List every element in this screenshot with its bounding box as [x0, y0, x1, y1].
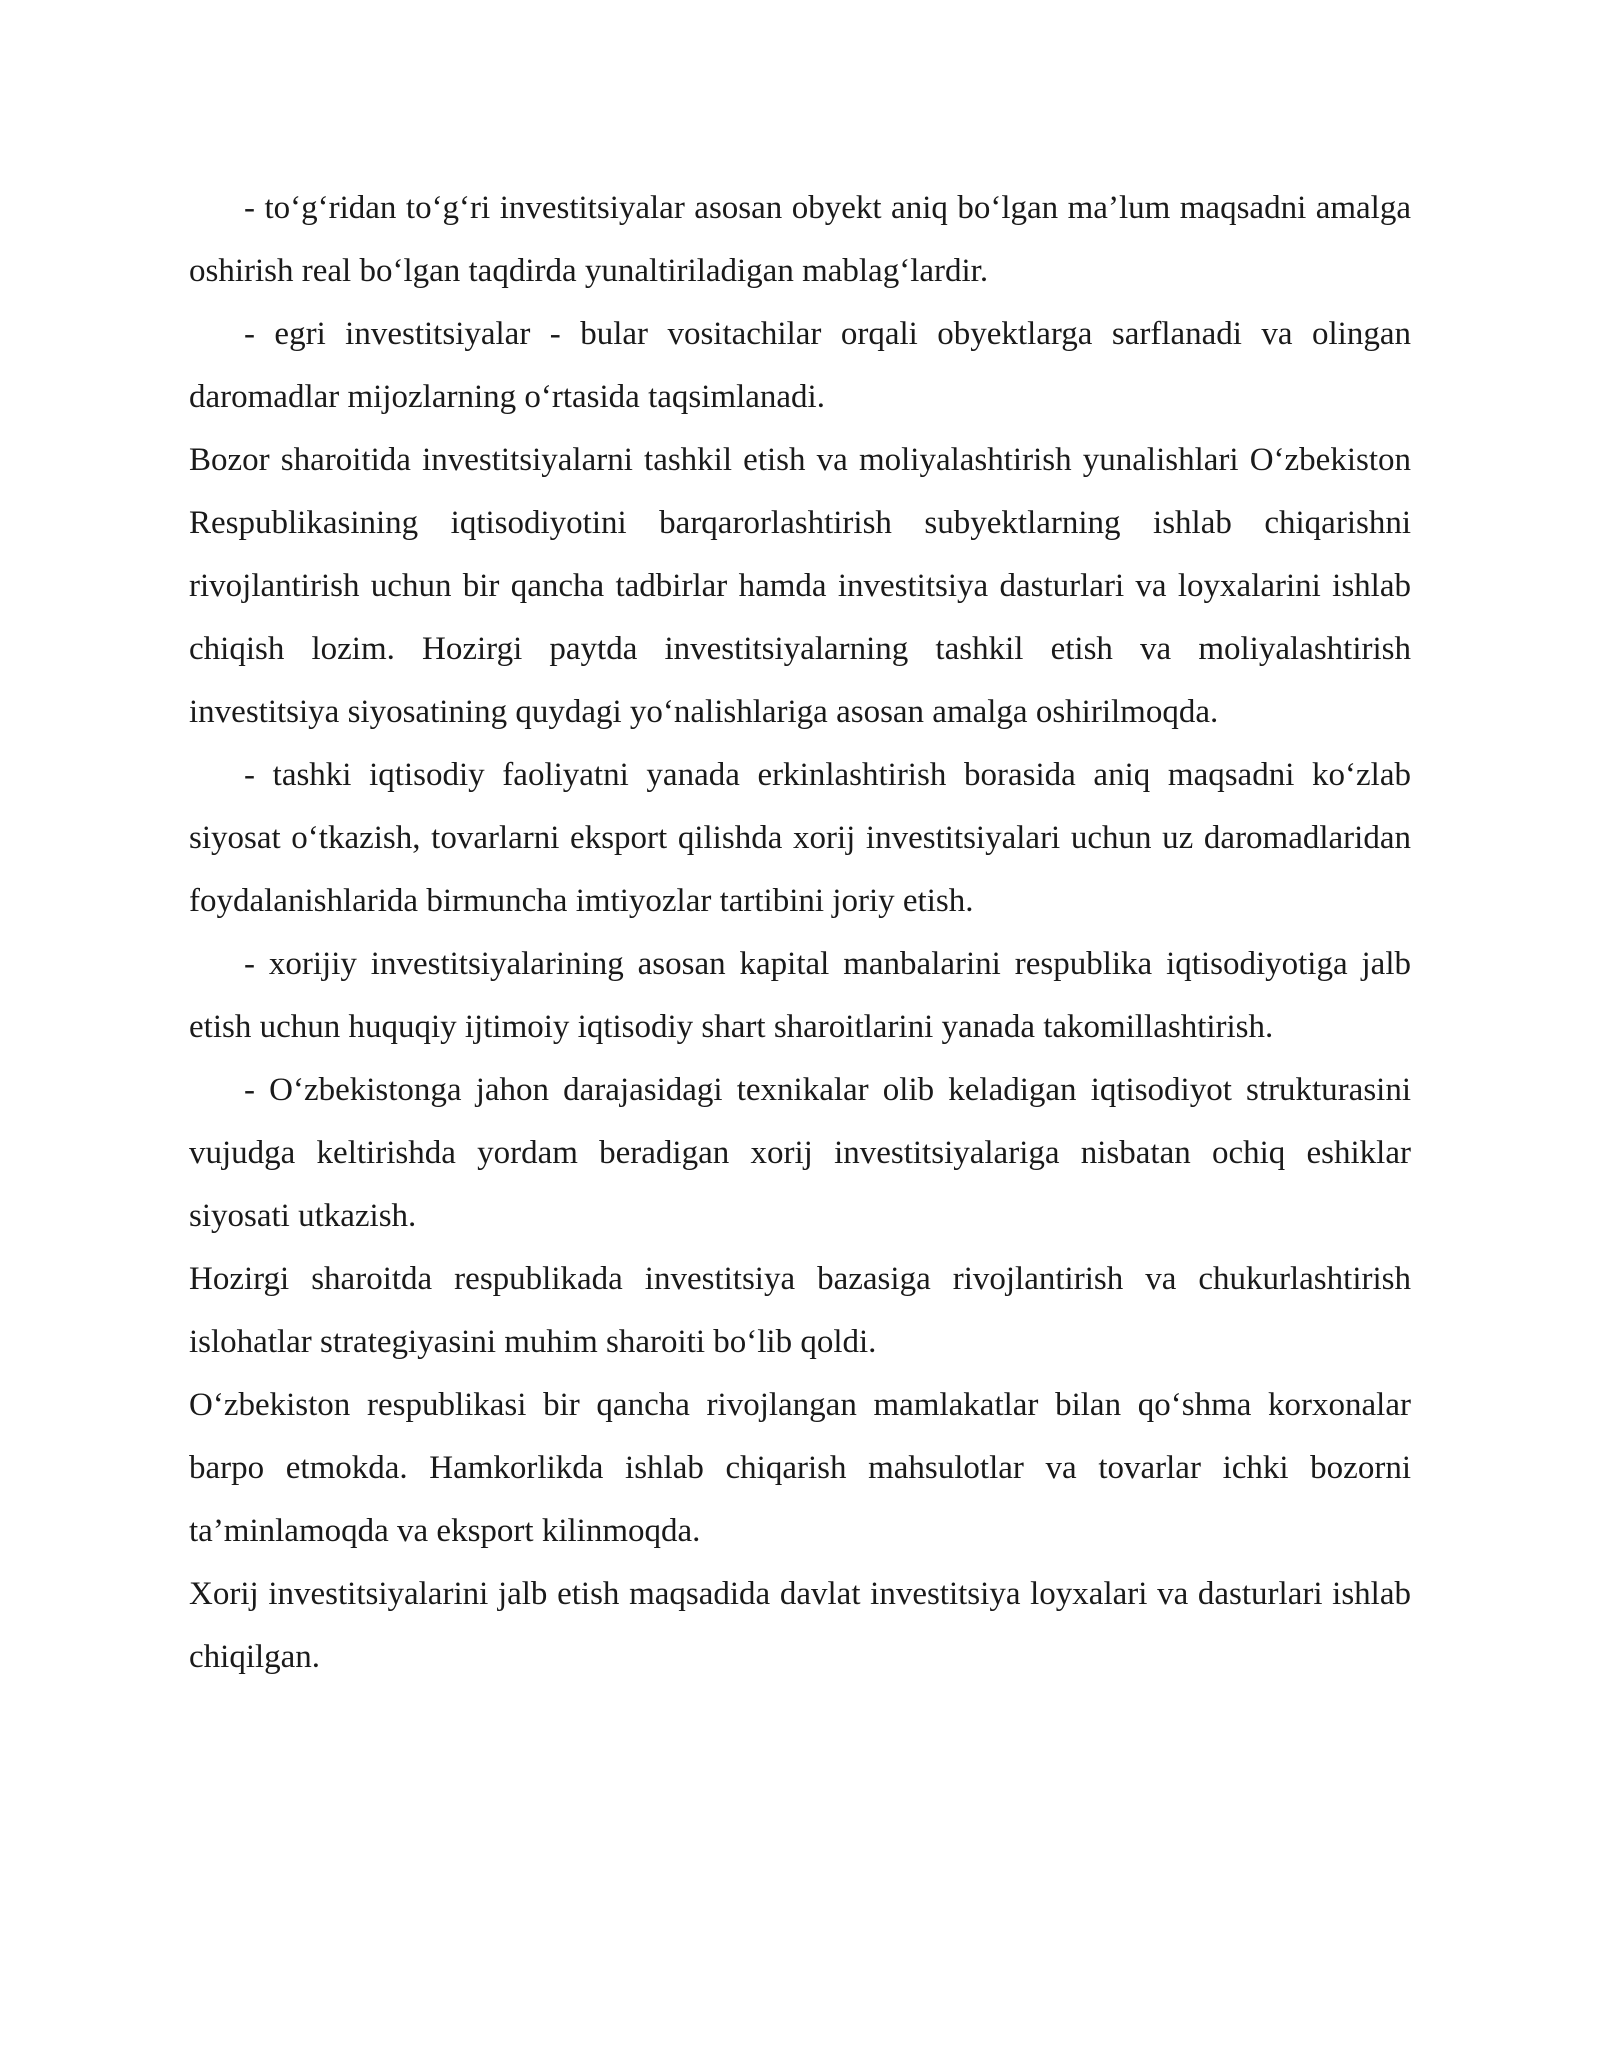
paragraph-foreign-capital: - xorijiy investitsiyalarining asosan kapital manbalarini respublika iqtisodiyotiga jalb etish uchun huquqiy ijtimoiy iqtisodiy shart sharoitlarini yanada takomillashtirish.: [189, 946, 1411, 1045]
paragraph-direct-investments: - to‘g‘ridan to‘g‘ri investitsiyalar asosan obyekt aniq bo‘lgan ma’lum maqsadni amalga oshirish real bo‘lgan taqdirda yunaltiriladigan mablag‘lardir.: [189, 190, 1411, 289]
paragraph-indirect-investments: - egri investitsiyalar - bular vositachilar orqali obyektlarga sarflanadi va olingan daromadlar mijozlarning o‘rtasida taqsimlanadi.: [189, 316, 1411, 415]
paragraph-foreign-trade: - tashki iqtisodiy faoliyatni yanada erkinlashtirish borasida aniq maqsadni ko‘zlab siyosat o‘tkazish, tovarlarni eksport qilishda xorij investitsiyalari uchun uz daromadlaridan foydalanishlarida birmuncha imtiyozlar tartibini joriy etish.: [189, 757, 1411, 919]
paragraph-reform-strategy: Hozirgi sharoitda respublikada investitsiya bazasiga rivojlantirish va chukurlashtirish islohatlar strategiyasini muhim sharoiti bo‘lib qoldi.: [189, 1261, 1411, 1360]
document-page: [189, 177, 1411, 1689]
paragraph-open-doors-policy: - O‘zbekistonga jahon darajasidagi texnikalar olib keladigan iqtisodiyot strukturasini vujudga keltirishda yordam beradigan xorij investitsiyalariga nisbatan ochiq eshiklar siyosati utkazish.: [189, 1072, 1411, 1234]
paragraph-joint-ventures: O‘zbekiston respublikasi bir qancha rivojlangan mamlakatlar bilan qo‘shma korxonalar barpo etmokda. Hamkorlikda ishlab chiqarish mahsulotlar va tovarlar ichki bozorni ta’minlamoqda va eksport kilinmoqda.: [189, 1387, 1411, 1549]
paragraph-market-conditions: Bozor sharoitida investitsiyalarni tashkil etish va moliyalashtirish yunalishlari O‘zbekiston Respublikasining iqtisodiyotini barqarorlashtirish subyektlarning ishlab chiqarishni rivojlantirish uchun bir qancha tadbirlar hamda investitsiya dasturlari va loyxalarini ishlab chiqish lozim. Hozirgi paytda investitsiyalarning tashkil etish va moliyalashtirish investitsiya siyosatining quydagi yo‘nalishlariga asosan amalga oshirilmoqda.: [189, 442, 1411, 730]
paragraph-state-programs: Xorij investitsiyalarini jalb etish maqsadida davlat investitsiya loyxalari va dasturlari ishlab chiqilgan.: [189, 1576, 1411, 1675]
